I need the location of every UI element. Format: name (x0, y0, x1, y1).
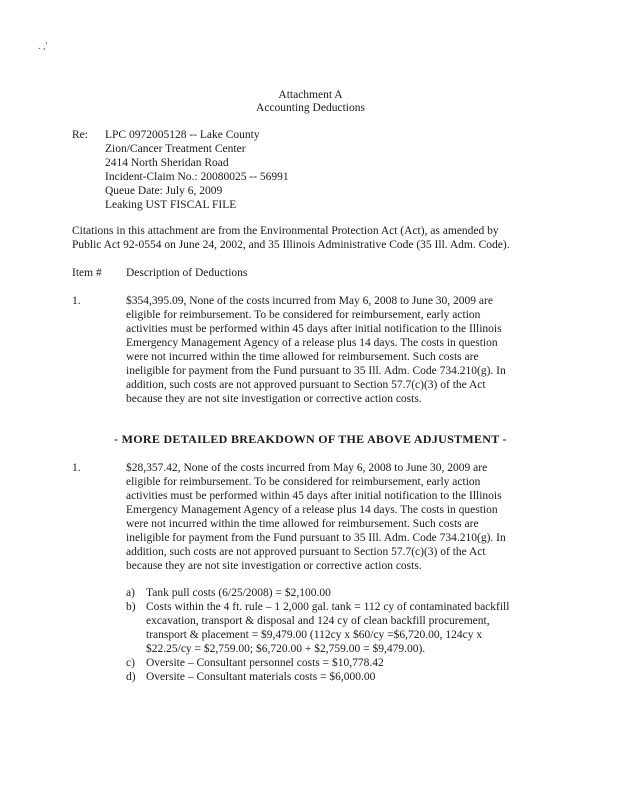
re-block (105, 128, 289, 212)
re-line: LPC 0972005128 -- Lake County (105, 129, 260, 141)
subitem-line: Costs within the 4 ft. rule – 1 2,000 gal. tank = 112 cy of contaminated backfill (146, 601, 510, 613)
item-2-number: 1. (72, 462, 81, 474)
column-header-item: Item # (72, 267, 102, 279)
item-1-line: eligible for reimbursement. To be considered for reimbursement, early action (126, 309, 481, 321)
scan-corner-mark: . ,' (38, 41, 48, 52)
item-2-line: activities must be performed within 45 days after initial notification to the Illinois (126, 490, 502, 502)
document-title: Attachment A (278, 89, 343, 101)
item-2-line: were not incurred within the time allowed for reimbursement. Such costs are (126, 518, 479, 530)
re-label: Re: (72, 129, 88, 141)
item-1-line: Emergency Management Agency of a release plus 14 days. The costs in question (126, 337, 498, 349)
item-1-line: were not incurred within the time allowed for reimbursement. Such costs are (126, 351, 479, 363)
subitem-label: d) (126, 671, 136, 683)
citations-line-2: Public Act 92-0554 on June 24, 2002, and 35 Illinois Administrative Code (35 Ill. Adm. Code). (72, 239, 510, 251)
subitem (126, 600, 526, 656)
breakdown-heading: - MORE DETAILED BREAKDOWN OF THE ABOVE ADJUSTMENT - (114, 432, 507, 446)
item-1-line: ineligible for payment from the Fund pursuant to 35 Ill. Adm. Code 734.210(g). In (126, 365, 506, 377)
subitem (126, 670, 526, 684)
subitem-line: Oversite – Consultant materials costs = $6,000.00 (146, 671, 376, 683)
subitem-label: b) (126, 601, 136, 613)
item-1-line: because they are not site investigation or corrective action costs. (126, 393, 422, 405)
item-2-line: $28,357.42, None of the costs incurred from May 6, 2008 to June 30, 2009 are (126, 462, 488, 474)
subitem-line: $22.25/cy = $2,759.00; $6,720.00 + $2,759.00 = $9,479.00). (146, 643, 426, 655)
citations-line-1: Citations in this attachment are from the Environmental Protection Act (Act), as amended by (72, 225, 499, 237)
re-line: Incident-Claim No.: 20080025 -- 56991 (105, 171, 289, 183)
item-2-line: Emergency Management Agency of a release plus 14 days. The costs in question (126, 504, 498, 516)
re-line: Queue Date: July 6, 2009 (105, 185, 223, 197)
item-2-line: addition, such costs are not approved pursuant to Section 57.7(c)(3) of the Act (126, 546, 486, 558)
re-line: 2414 North Sheridan Road (105, 157, 229, 169)
column-header-description: Description of Deductions (126, 267, 248, 279)
item-2-description (126, 461, 526, 573)
document-subtitle: Accounting Deductions (256, 102, 365, 114)
subitem-line: Oversite – Consultant personnel costs = $10,778.42 (146, 657, 384, 669)
item-1-line: addition, such costs are not approved pursuant to Section 57.7(c)(3) of the Act (126, 379, 486, 391)
subitem (126, 586, 526, 600)
item-1-line: $354,395.09, None of the costs incurred from May 6, 2008 to June 30, 2009 are (126, 295, 493, 307)
subitem-line: excavation, transport & disposal and 124 cy of clean backfill procurement, (146, 615, 490, 627)
subitem-label: c) (126, 657, 135, 669)
item-1-description (126, 294, 526, 406)
re-line: Zion/Cancer Treatment Center (105, 143, 246, 155)
re-line: Leaking UST FISCAL FILE (105, 199, 237, 211)
subitem-label: a) (126, 587, 135, 599)
subitem-list (126, 586, 526, 684)
subitem-line: Tank pull costs (6/25/2008) = $2,100.00 (146, 587, 331, 599)
item-1-line: activities must be performed within 45 days after initial notification to the Illinois (126, 323, 502, 335)
subitem-line: transport & placement = $9,479.00 (112cy x $60/cy =$6,720.00, 124cy x (146, 629, 483, 641)
item-2-line: ineligible for payment from the Fund pursuant to 35 Ill. Adm. Code 734.210(g). In (126, 532, 506, 544)
item-2-line: eligible for reimbursement. To be considered for reimbursement, early action (126, 476, 481, 488)
item-2-line: because they are not site investigation or corrective action costs. (126, 560, 422, 572)
subitem (126, 656, 526, 670)
item-1-number: 1. (72, 295, 81, 307)
